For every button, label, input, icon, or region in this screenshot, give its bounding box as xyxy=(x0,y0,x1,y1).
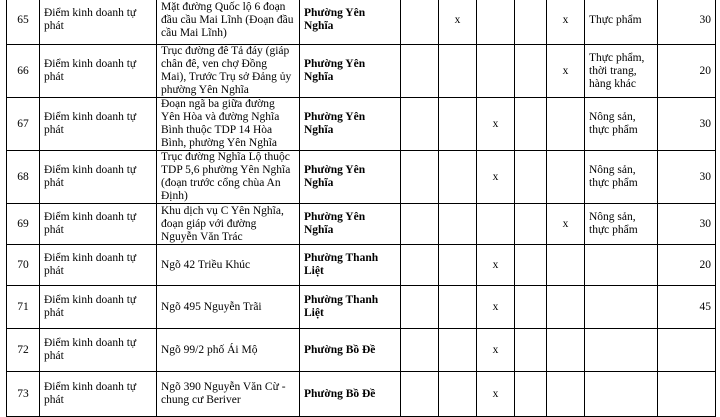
row-number: 71 xyxy=(7,286,40,329)
goods: Thực phẩm xyxy=(585,0,658,45)
table-row xyxy=(7,372,716,417)
mark-col-3: x xyxy=(477,329,515,372)
mark-col-4 xyxy=(515,204,547,245)
mark-col-3: x xyxy=(477,372,515,417)
point-type: Điểm kinh doanh tự phát xyxy=(40,45,157,98)
mark-col-4 xyxy=(515,329,547,372)
table-row xyxy=(7,98,716,151)
ward: Phường Yên Nghĩa xyxy=(300,151,401,204)
count: 45 xyxy=(658,286,716,329)
mark-col-4 xyxy=(515,151,547,204)
goods: Nông sản, thực phẩm xyxy=(585,151,658,204)
mark-col-2 xyxy=(439,204,477,245)
mark-col-1 xyxy=(401,372,439,417)
location: Trục đường đê Tả đáy (giáp chân đê, ven chợ Đồng Mai), Trước Trụ sở Đảng ủy phường Yên Nghĩa xyxy=(157,45,300,98)
mark-col-5: x xyxy=(547,45,585,98)
mark-col-1 xyxy=(401,0,439,45)
count xyxy=(658,329,716,372)
location: Ngõ 99/2 phố Ái Mộ xyxy=(157,329,300,372)
mark-col-2 xyxy=(439,372,477,417)
ward: Phường Bồ Đề xyxy=(300,329,401,372)
mark-col-2 xyxy=(439,151,477,204)
mark-col-5: x xyxy=(547,0,585,45)
mark-col-3 xyxy=(477,0,515,45)
count: 30 xyxy=(658,151,716,204)
count: 30 xyxy=(658,98,716,151)
mark-col-4 xyxy=(515,286,547,329)
location: Đoạn ngã ba giữa đường Yên Hòa và đường Nghĩa Bình thuộc TDP 14 Hòa Bình, phường Yên Nghĩa xyxy=(157,98,300,151)
point-type: Điểm kinh doanh tự phát xyxy=(40,0,157,45)
point-type: Điểm kinh doanh tự phát xyxy=(40,98,157,151)
goods: Thực phẩm, thời trang, hàng khác xyxy=(585,45,658,98)
ward: Phường Yên Nghĩa xyxy=(300,204,401,245)
mark-col-2 xyxy=(439,286,477,329)
point-type: Điểm kinh doanh tự phát xyxy=(40,204,157,245)
table-row xyxy=(7,45,716,98)
row-number: 67 xyxy=(7,98,40,151)
mark-col-2: x xyxy=(439,0,477,45)
row-number: 70 xyxy=(7,245,40,286)
ward: Phường Yên Nghĩa xyxy=(300,98,401,151)
goods xyxy=(585,245,658,286)
mark-col-1 xyxy=(401,329,439,372)
table-row xyxy=(7,204,716,245)
count: 20 xyxy=(658,245,716,286)
location: Mặt đường Quốc lộ 6 đoạn đầu cầu Mai Lĩnh (Đoạn đầu cầu Mai Lĩnh) xyxy=(157,0,300,45)
location: Ngõ 390 Nguyễn Văn Cừ - chung cư Beriver xyxy=(157,372,300,417)
mark-col-5 xyxy=(547,286,585,329)
mark-col-1 xyxy=(401,98,439,151)
count: 20 xyxy=(658,45,716,98)
point-type: Điểm kinh doanh tự phát xyxy=(40,329,157,372)
mark-col-3: x xyxy=(477,98,515,151)
mark-col-4 xyxy=(515,98,547,151)
mark-col-2 xyxy=(439,98,477,151)
location: Khu dịch vụ C Yên Nghĩa, đoạn giáp với đường Nguyễn Văn Trác xyxy=(157,204,300,245)
table-row xyxy=(7,329,716,372)
mark-col-5 xyxy=(547,372,585,417)
mark-col-3: x xyxy=(477,286,515,329)
mark-col-4 xyxy=(515,45,547,98)
table-row xyxy=(7,151,716,204)
mark-col-2 xyxy=(439,329,477,372)
mark-col-2 xyxy=(439,245,477,286)
mark-col-1 xyxy=(401,204,439,245)
goods xyxy=(585,372,658,417)
mark-col-1 xyxy=(401,245,439,286)
row-number: 66 xyxy=(7,45,40,98)
table-row xyxy=(7,245,716,286)
mark-col-5 xyxy=(547,98,585,151)
mark-col-1 xyxy=(401,45,439,98)
goods: Nông sản, thực phẩm xyxy=(585,98,658,151)
mark-col-4 xyxy=(515,372,547,417)
mark-col-1 xyxy=(401,151,439,204)
mark-col-4 xyxy=(515,245,547,286)
goods xyxy=(585,286,658,329)
mark-col-3 xyxy=(477,45,515,98)
ward: Phường Yên Nghĩa xyxy=(300,0,401,45)
ward: Phường Bồ Đề xyxy=(300,372,401,417)
mark-col-4 xyxy=(515,0,547,45)
point-type: Điểm kinh doanh tự phát xyxy=(40,151,157,204)
ward: Phường Thanh Liệt xyxy=(300,245,401,286)
point-type: Điểm kinh doanh tự phát xyxy=(40,286,157,329)
location: Trục đường Nghĩa Lộ thuộc TDP 5,6 phường Yên Nghĩa (đoạn trước cổng chùa An Định) xyxy=(157,151,300,204)
count: 30 xyxy=(658,204,716,245)
location: Ngõ 495 Nguyễn Trãi xyxy=(157,286,300,329)
row-number: 68 xyxy=(7,151,40,204)
mark-col-3 xyxy=(477,204,515,245)
mark-col-1 xyxy=(401,286,439,329)
mark-col-3: x xyxy=(477,245,515,286)
count xyxy=(658,372,716,417)
market-points-table xyxy=(6,0,716,417)
ward: Phường Thanh Liệt xyxy=(300,286,401,329)
mark-col-5 xyxy=(547,329,585,372)
row-number: 73 xyxy=(7,372,40,417)
table-row xyxy=(7,0,716,45)
mark-col-5 xyxy=(547,245,585,286)
ward: Phường Yên Nghĩa xyxy=(300,45,401,98)
mark-col-3: x xyxy=(477,151,515,204)
mark-col-2 xyxy=(439,45,477,98)
mark-col-5: x xyxy=(547,204,585,245)
count: 30 xyxy=(658,0,716,45)
point-type: Điểm kinh doanh tự phát xyxy=(40,372,157,417)
location: Ngõ 42 Triều Khúc xyxy=(157,245,300,286)
mark-col-5 xyxy=(547,151,585,204)
goods xyxy=(585,329,658,372)
row-number: 69 xyxy=(7,204,40,245)
point-type: Điểm kinh doanh tự phát xyxy=(40,245,157,286)
table-row xyxy=(7,286,716,329)
row-number: 72 xyxy=(7,329,40,372)
row-number: 65 xyxy=(7,0,40,45)
goods: Nông sản, thực phẩm xyxy=(585,204,658,245)
